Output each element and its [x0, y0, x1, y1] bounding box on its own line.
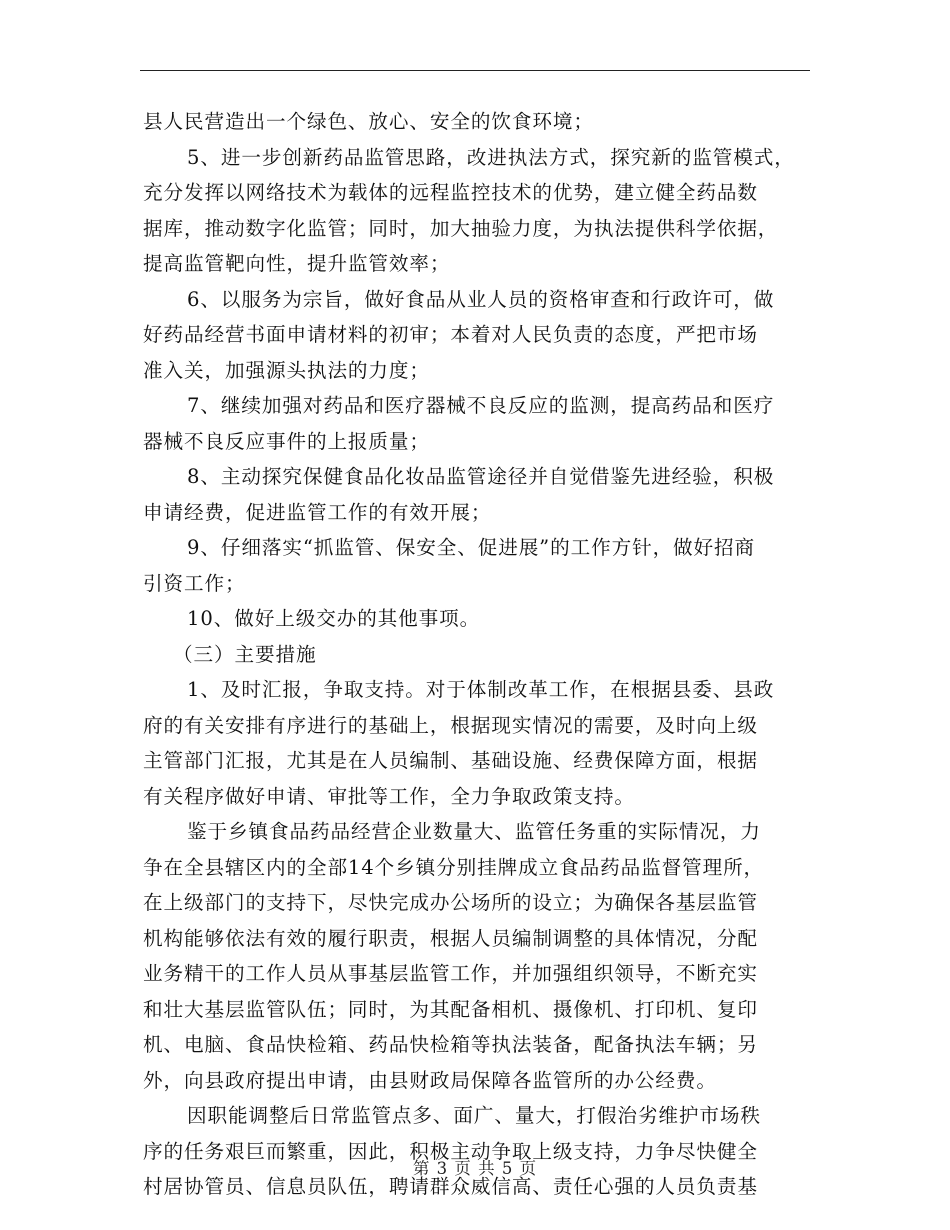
text-line: 准入关，加强源头执法的力度；: [143, 358, 430, 382]
text-line: 业务精干的工作人员从事基层监管工作，并加强组织领导，不断充实: [143, 962, 758, 985]
text-line: 主管部门汇报，尤其是在人员编制、基础设施、经费保障方面，根据: [143, 749, 758, 772]
text-line: 8、主动探究保健食品化妆品监管途径并自觉借鉴先进经验，积极: [187, 465, 775, 488]
text-line: 有关程序做好申请、审批等工作，全力争取政策支持。: [143, 784, 635, 808]
header-rule: [140, 70, 810, 71]
text-line: 机、电脑、食品快检箱、药品快检箱等执法装备，配备执法车辆；另: [143, 1033, 758, 1056]
text-line: 9、仔细落实“抓监管、保安全、促进展”的工作方针，做好招商: [187, 536, 756, 559]
text-line: 1、及时汇报，争取支持。对于体制改革工作，在根据县委、县政: [187, 678, 775, 701]
text-line: 7、继续加强对药品和医疗器械不良反应的监测，提高药品和医疗: [187, 394, 775, 417]
text-line: 机构能够依法有效的履行职责，根据人员编制调整的具体情况，分配: [143, 926, 758, 950]
text-line: 外，向县政府提出申请，由县财政局保障各监管所的办公经费。: [143, 1068, 717, 1092]
text-line: 县人民营造出一个绿色、放心、安全的饮食环境；: [143, 110, 594, 133]
text-line: 序的任务艰巨而繁重，因此，积极主动争取上级支持，力争尽快健全: [143, 1139, 758, 1163]
text-line: 因职能调整后日常监管点多、面广、量大，打假治劣维护市场秩: [187, 1104, 761, 1127]
text-line: 引资工作；: [143, 571, 246, 595]
text-line: 申请经费，促进监管工作的有效开展；: [143, 500, 492, 524]
text-line: 村居协管员、信息员队伍，聘请群众威信高、责任心强的人员负责基: [143, 1175, 758, 1198]
text-line: 鉴于乡镇食品药品经营企业数量大、监管任务重的实际情况，力: [187, 820, 761, 843]
text-line: 据库，推动数字化监管；同时，加大抽验力度，为执法提供科学依据，: [143, 216, 779, 240]
section-heading: （三）主要措施: [173, 642, 317, 666]
page-number-footer: 第 3 页 共 5 页: [412, 1159, 538, 1178]
text-line: 在上级部门的支持下，尽快完成办公场所的设立；为确保各基层监管: [143, 891, 758, 914]
text-line: 6、以服务为宗旨，做好食品从业人员的资格审查和行政许可，做: [187, 287, 775, 311]
text-line: 充分发挥以网络技术为载体的远程监控技术的优势，建立健全药品数: [143, 181, 758, 204]
text-line: 10、做好上级交办的其他事项。: [187, 607, 481, 630]
text-line: 提高监管靶向性，提升监管效率；: [143, 252, 451, 275]
text-line: 器械不良反应事件的上报质量；: [143, 429, 430, 453]
text-line: 好药品经营书面申请材料的初审；本着对人民负责的态度，严把市场: [143, 323, 758, 346]
text-line: 争在全县辖区内的全部14个乡镇分别挂牌成立食品药品监督管理所，: [143, 855, 765, 879]
text-line: 和壮大基层监管队伍；同时，为其配备相机、摄像机、打印机、复印: [143, 997, 758, 1021]
text-line: 府的有关安排有序进行的基础上，根据现实情况的需要，及时向上级: [143, 713, 758, 737]
document-body: [143, 104, 815, 1205]
text-line: 5、进一步创新药品监管思路，改进执法方式，探究新的监管模式，: [187, 145, 795, 169]
